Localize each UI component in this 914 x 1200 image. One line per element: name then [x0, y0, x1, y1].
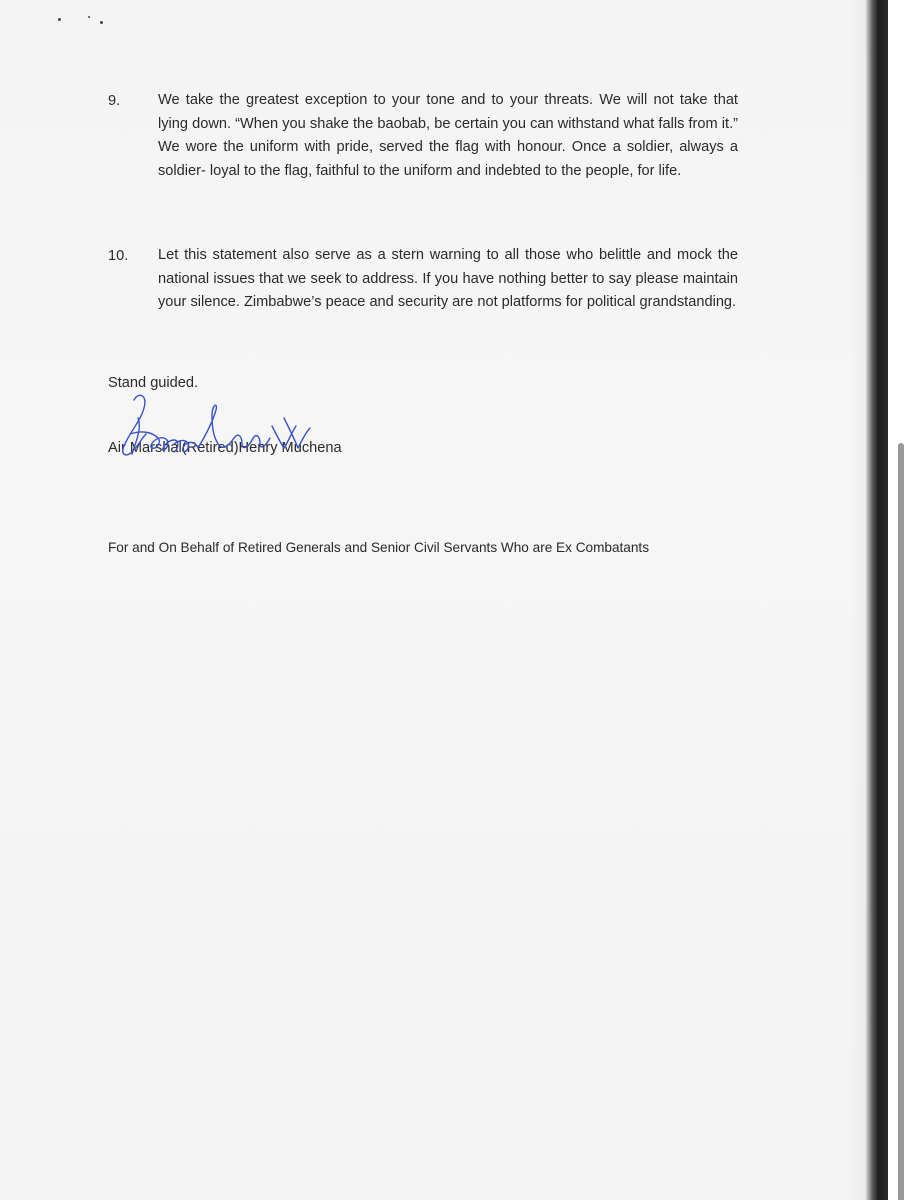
paragraph-number: 9.: [108, 93, 121, 109]
scan-speck: [88, 16, 90, 18]
signatory-name: Air Marshal(Retired)Henry Muchena: [108, 440, 342, 456]
scan-speck: [58, 18, 61, 21]
vertical-scrollbar[interactable]: [898, 443, 904, 1200]
scan-speck: [100, 21, 103, 24]
closing-line: Stand guided.: [108, 375, 199, 391]
page-edge-shadow: [850, 0, 866, 1200]
handwritten-signature: [112, 388, 312, 468]
on-behalf-line: For and On Behalf of Retired Generals and Senior Civil Servants Who are Ex Combatants: [108, 540, 649, 555]
paragraph-text: We take the greatest exception to your tone and to your threats. We will not take that lying down. “When you shake the baobab, be certain you can withstand what falls from it.” We wore the uniform with pride, served the flag with honour. Once a soldier, always a soldier- loyal to the flag, faithful to the uniform and indebted to the people, for life.: [158, 92, 738, 179]
paragraph-number: 10.: [108, 248, 129, 264]
paragraph-text: Let this statement also serve as a stern warning to all those who belittle and mock the national issues that we seek to address. If you have nothing better to say please maintain your silence. Zimbabwe’s peace and security are not platforms for political grandstanding.: [158, 247, 738, 310]
page-binding-edge: [866, 0, 888, 1200]
